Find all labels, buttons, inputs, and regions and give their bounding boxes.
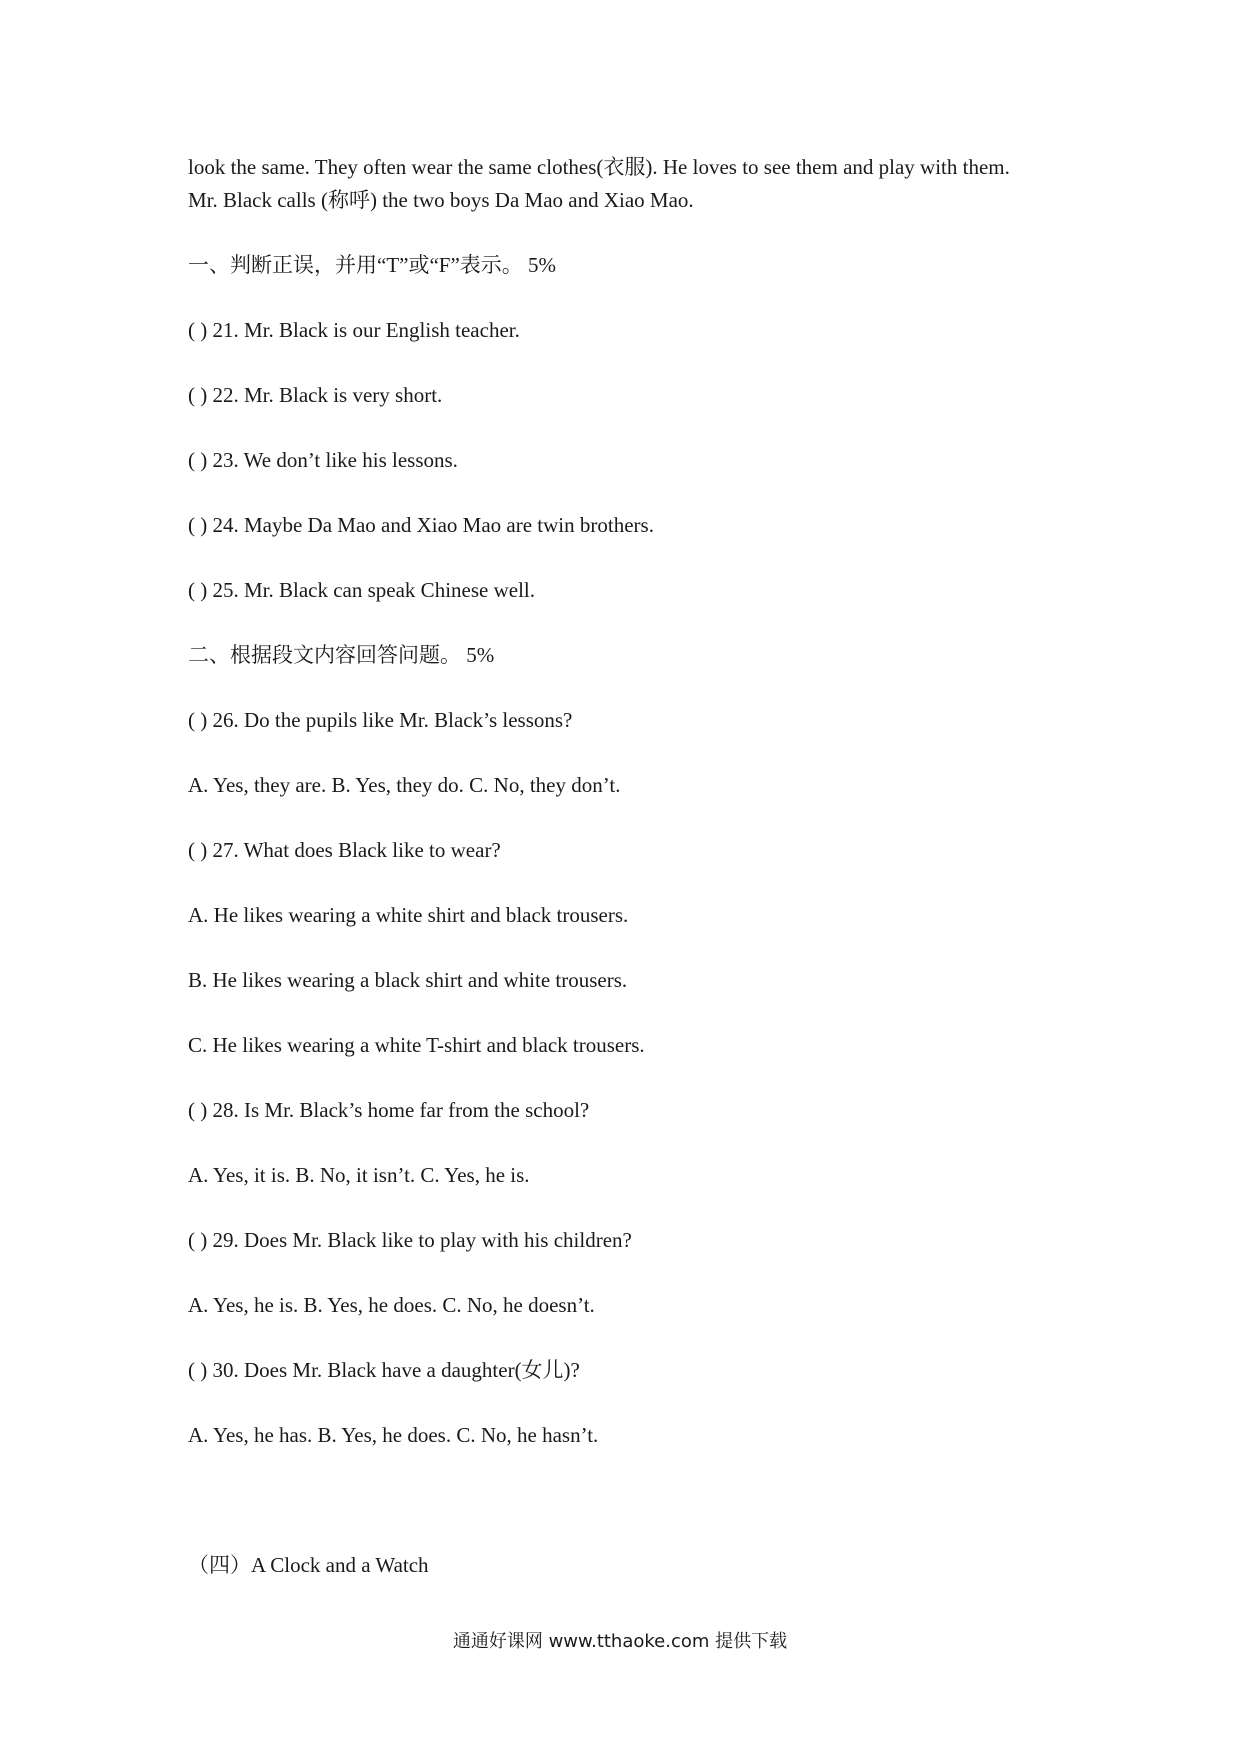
answer-options-28: A. Yes, it is. B. No, it isn’t. C. Yes, he is.	[188, 1163, 530, 1187]
section-2-heading: 二、根据段文内容回答问题。 5%	[188, 643, 495, 667]
question-23: ( ) 23. We don’t like his lessons.	[188, 448, 458, 472]
answer-options-26: A. Yes, they are. B. Yes, they do. C. No, they don’t.	[188, 773, 621, 797]
section-4-heading: （四）A Clock and a Watch	[188, 1553, 429, 1577]
passage-line-2: Mr. Black calls (称呼) the two boys Da Mao and Xiao Mao.	[188, 188, 694, 212]
question-25: ( ) 25. Mr. Black can speak Chinese well.	[188, 578, 535, 602]
question-27: ( ) 27. What does Black like to wear?	[188, 838, 501, 862]
answer-option-27-b: B. He likes wearing a black shirt and white trousers.	[188, 968, 628, 992]
question-22: ( ) 22. Mr. Black is very short.	[188, 383, 443, 407]
section-1-heading: 一、判断正误，并用“T”或“F”表示。 5%	[188, 253, 557, 277]
question-21: ( ) 21. Mr. Black is our English teacher.	[188, 318, 520, 342]
answer-options-30: A. Yes, he has. B. Yes, he does. C. No, he hasn’t.	[188, 1423, 599, 1447]
question-24: ( ) 24. Maybe Da Mao and Xiao Mao are twin brothers.	[188, 513, 654, 537]
footer-text: 通通好课网 www.tthaoke.com 提供下载	[452, 1631, 788, 1652]
answer-options-29: A. Yes, he is. B. Yes, he does. C. No, he doesn’t.	[188, 1293, 595, 1317]
question-28: ( ) 28. Is Mr. Black’s home far from the school?	[188, 1098, 590, 1122]
question-30: ( ) 30. Does Mr. Black have a daughter(女儿)?	[188, 1358, 580, 1382]
passage-line-1: look the same. They often wear the same clothes(衣服). He loves to see them and play with them.	[188, 155, 1010, 179]
answer-option-27-c: C. He likes wearing a white T-shirt and black trousers.	[188, 1033, 645, 1057]
question-26: ( ) 26. Do the pupils like Mr. Black’s lessons?	[188, 708, 573, 732]
answer-option-27-a: A. He likes wearing a white shirt and black trousers.	[188, 903, 629, 927]
question-29: ( ) 29. Does Mr. Black like to play with his children?	[188, 1228, 632, 1252]
